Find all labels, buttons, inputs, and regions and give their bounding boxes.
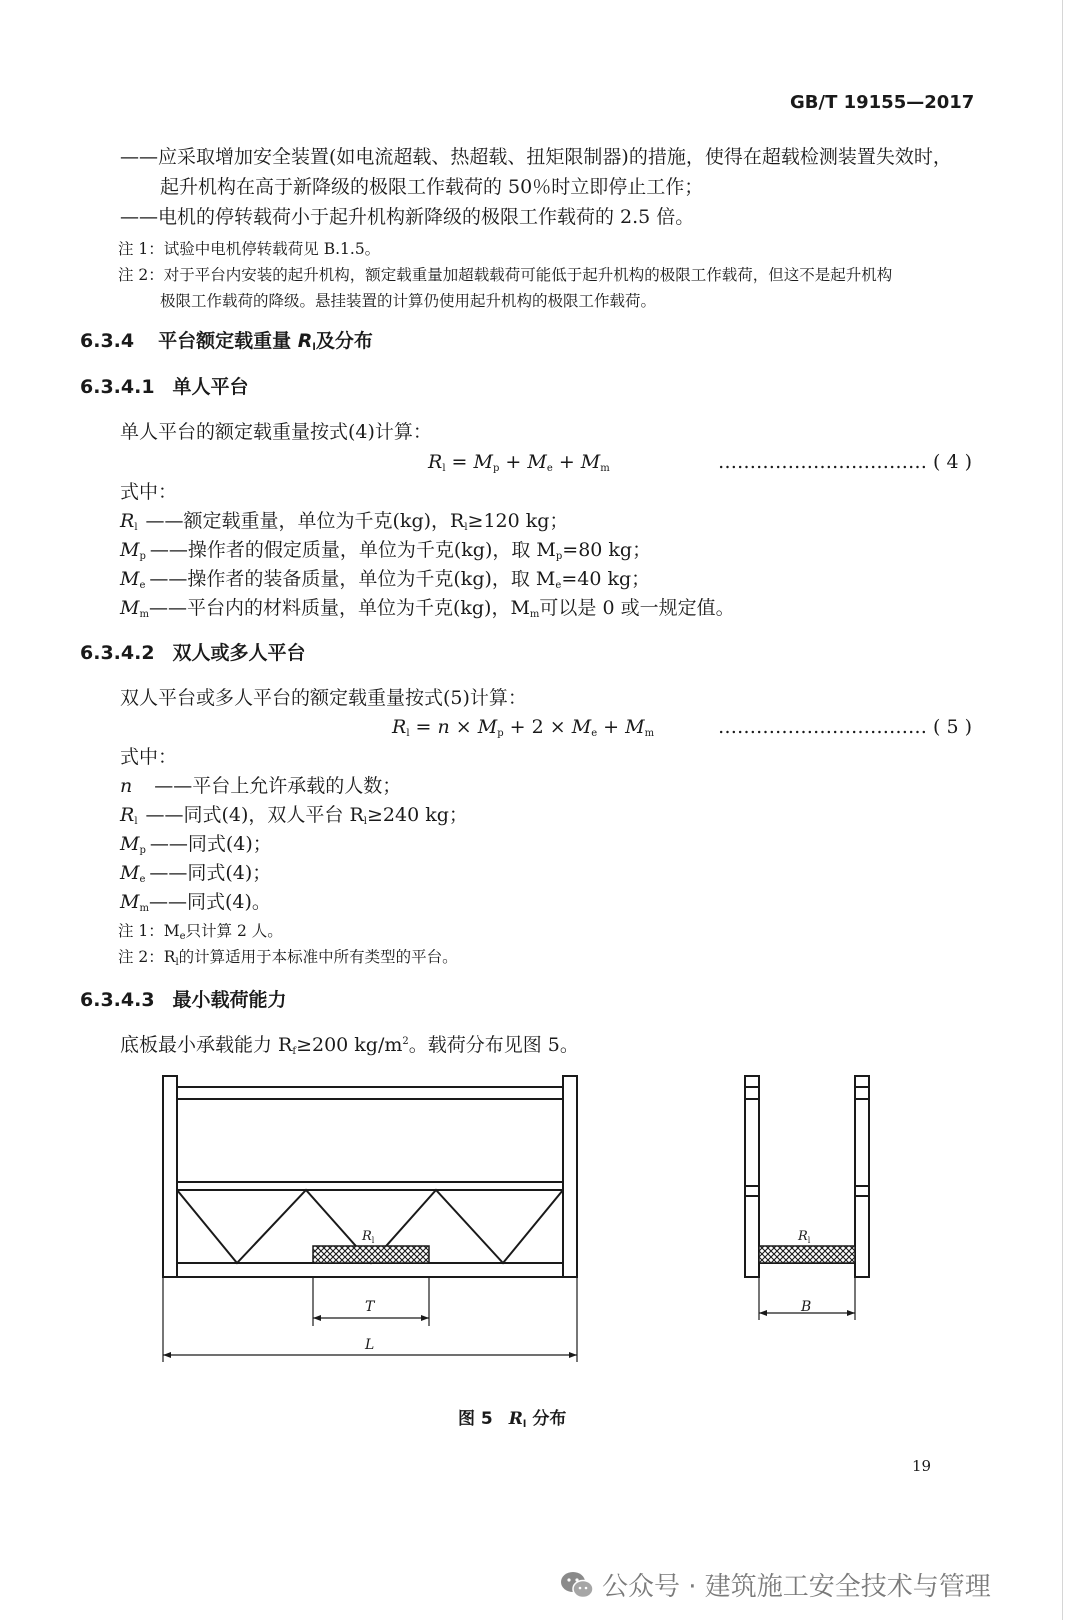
section-number: 6.3.4.2 [80, 642, 155, 664]
section-title: 平台额定载重量 [158, 330, 292, 352]
definition-mp: $M_p$ ——操作者的假定质量，单位为千克(kg)，取 $M_p=80$ kg； [120, 539, 652, 562]
section-number: 6.3.4.1 [80, 376, 155, 398]
equation-number-5: …………………………… ( 5 ) [718, 716, 973, 738]
definition-mm: $M_m——$平台内的材料质量，单位为千克(kg)，$M_m$可以是 0 或一规定值。 [120, 597, 735, 620]
definition2-r1: $R_l$ ——同式(4)，双人平台 $R_l\ge 240$ kg； [120, 804, 468, 827]
definition2-mp: $M_p$ ——同式(4)； [120, 833, 272, 856]
load-area-end [759, 1246, 855, 1263]
definition2-me: $M_e$ ——同式(4)； [120, 862, 272, 885]
note-1: 注 1：试验中电机停转载荷见 B.1.5。 [118, 240, 381, 258]
paragraph-single-platform: 单人平台的额定载重量按式(4)计算： [120, 421, 432, 443]
dimension-b-label: B [801, 1299, 812, 1315]
definition-me: $M_e$ ——操作者的装备质量，单位为千克(kg)，取 $M_e=40$ kg； [120, 568, 651, 591]
end-right-post [855, 1076, 869, 1277]
definition2-mm: $M_m——$同式(4)。 [120, 891, 271, 914]
where-label-2: 式中： [120, 746, 178, 768]
end-left-post [745, 1076, 759, 1277]
load-label-end: $R_l$ [798, 1229, 811, 1245]
section-title-tail: 及分布 [315, 330, 373, 352]
section-title: 双人或多人平台 [172, 642, 306, 664]
left-post [163, 1076, 177, 1277]
dimension-t-label: T [365, 1299, 375, 1315]
dash-item-1-line1: ——应采取增加安全装置(如电流超载、热超载、扭矩限制器)的措施，使得在超载检测装置失效时， [120, 146, 952, 168]
section-title: 单人平台 [172, 376, 249, 398]
section-variable: R [297, 330, 313, 352]
note-2-line2: 极限工作载荷的降级。悬挂装置的计算仍使用起升机构的极限工作载荷。 [160, 292, 657, 310]
dimension-l-label: L [365, 1337, 375, 1353]
section-number: 6.3.4 [80, 330, 135, 352]
equation-number-4: …………………………… ( 4 ) [718, 451, 973, 473]
load-label-side: $R_l$ [362, 1229, 375, 1245]
equation-5: $R_l = n \times M_p + 2 \times M_e + M_m$ [392, 716, 655, 739]
note-3: 注 1：$M_e$只计算 2 人。 [118, 922, 283, 942]
where-label-1: 式中： [120, 481, 178, 503]
paragraph-min-load: 底板最小承载能力 $R_f\ge 200$ $kg/m^2$。载荷分布见图 5。 [120, 1034, 579, 1057]
figure-caption: 图 5 $R_l$ 分布 [458, 1409, 567, 1430]
note-4: 注 2：$R_l$的计算适用于本标准中所有类型的平台。 [118, 948, 458, 968]
section-title: 最小载荷能力 [172, 989, 287, 1011]
equation-4: $R_l = M_p + M_e + M_m$ [428, 451, 610, 474]
section-variable-sub: l [312, 342, 316, 353]
dash-item-1-line2: 起升机构在高于新降级的极限工作载荷的 50％时立即停止工作； [160, 176, 704, 198]
definition-n: n ——平台上允许承载的人数； [120, 775, 402, 797]
standard-number: GB/T 19155—2017 [790, 92, 975, 113]
definition-r1: $R_l$ ——额定载重量，单位为千克(kg)，$R_l\ge 120$ kg； [120, 510, 569, 533]
right-post [563, 1076, 577, 1277]
wechat-icon [560, 1571, 594, 1599]
load-area-side [313, 1246, 429, 1263]
watermark-text: 公众号 · 建筑施工安全技术与管理 [602, 1572, 991, 1602]
watermark-footer [560, 1566, 991, 1603]
paragraph-multi-platform: 双人平台或多人平台的额定载重量按式(5)计算： [120, 687, 527, 709]
page-number: 19 [912, 1457, 932, 1475]
note-2-line1: 注 2：对于平台内安装的起升机构，额定载重量加超载载荷可能低于起升机构的极限工作载荷，但这不是起升机构 [118, 266, 893, 284]
section-number: 6.3.4.3 [80, 989, 155, 1011]
dash-item-2: ——电机的停转载荷小于起升机构新降级的极限工作载荷的 2.5 倍。 [120, 206, 695, 228]
